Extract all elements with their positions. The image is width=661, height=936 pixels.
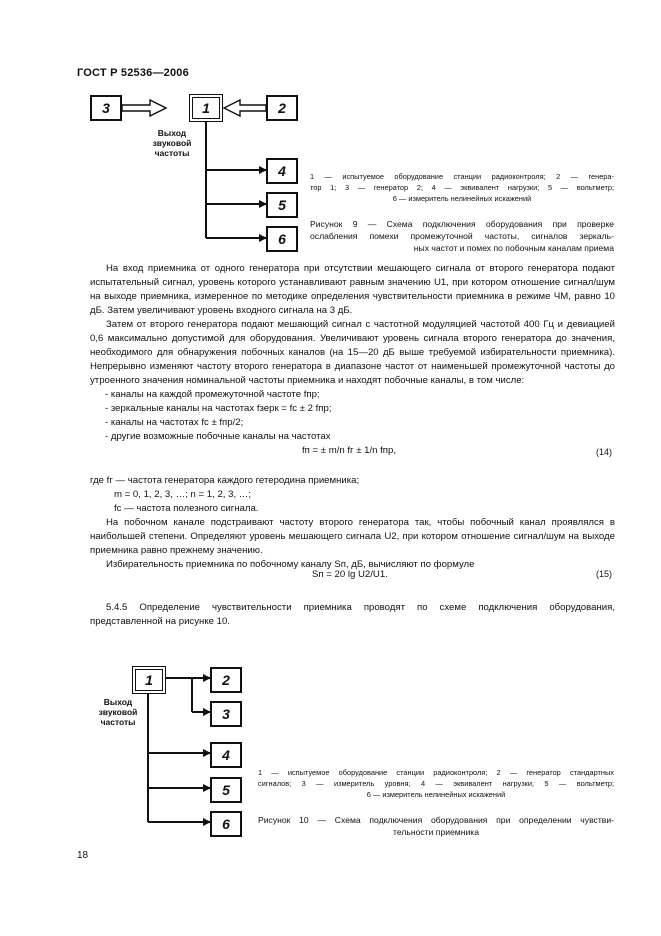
fig9-caption-line-2: ослабления помехи промежуточной частоты, сигналов зеркаль- [310,231,614,241]
fig9-box-5: 5 [266,192,298,218]
where-line-2: m = 0, 1, 2, 3, …; n = 1, 2, 3, …; [114,489,252,500]
list-item-1: - каналы на каждой промежуточной частоте fпр; [105,389,320,400]
fig9-box-4: 4 [266,158,298,184]
formula-15: Sп = 20 lg U2/U1. [312,569,388,580]
fig10-box-3: 3 [210,701,242,727]
list-item-3: - каналы на частотах fс ± fпр/2; [105,417,244,428]
equation-number-14: (14) [596,447,613,457]
fig9-box-1: 1 [189,94,223,122]
paragraph-2: Затем от второго генератора подают мешающий сигнал с частотной модуляцией частотой 400 Гц и девиацией 0,6 максимально допустимой для оборудования. Увеличивают уровень сигнала второго генератора до значения, необходимого для обнаружения побочных каналов (на 15—20 дБ выше требуемой избирательности приемника). Непрерывно изменяют частоту второго генератора в диапазоне частот от наименьшей промежуточной частоты до утроенного значения номинальной частоты приемника и находят побочные каналы, в том числе: [90,319,615,386]
fig9-output-label: Выход звуковой частоты [152,128,192,158]
fig10-caption-line-2: тельности приемника [393,827,479,837]
fig10-legend-line-1: 1 — испытуемое оборудование станции радиоконтроля; 2 — генератор стандартных [258,768,614,777]
fig10-box-4: 4 [210,742,242,768]
paragraph-5: 5.4.5 Определение чувствительности приемника проводят по схеме подключения оборудования, представленной на рисунке 10. [90,602,615,627]
document-header: ГОСТ Р 52536—2006 [77,67,189,79]
fig9-box-6: 6 [266,226,298,252]
where-line-3: fс — частота полезного сигнала. [114,503,259,514]
paragraph-3: На побочном канале подстраивают частоту второго генератора так, чтобы побочный канал проявлялся в наибольшей степени. Определяют уровень мешающего сигнала U2, при котором отношение сигнал/шум на выходе приемника равно прежнему значению. [90,517,615,556]
body-block-3 [90,601,615,629]
fig10-legend-line-3: 6 — измеритель нелинейных искажений [366,790,506,799]
body-block-1 [90,262,615,444]
fig10-box-1: 1 [132,666,166,694]
where-block [90,474,615,572]
fig9-caption-line-3: ных частот и помех по побочным каналам приема [413,243,614,253]
page-number: 18 [77,850,89,861]
fig9-caption-line-1: Рисунок 9 — Схема подключения оборудования при проверке [310,219,614,229]
fig9-box-3: 3 [90,95,122,121]
equation-number-15: (15) [596,569,613,579]
fig9-caption [310,218,614,254]
fig10-output-label: Выход звуковой частоты [98,697,138,727]
fig9-legend-line-2: тор 1; 3 — генератор 2; 4 — эквивалент нагрузки; 5 — вольтметр; [310,183,614,192]
fig10-legend-line-2: сигналов; 3 — измеритель уровня; 4 — эквивалент нагрузки; 5 — вольтметр; [258,779,614,788]
list-item-2: - зеркальные каналы на частотах fзерк = fс ± 2 fпр; [105,403,332,414]
fig9-legend-line-1: 1 — испытуемое оборудование станции радиоконтроля; 2 — генера- [310,172,614,181]
fig10-box-5: 5 [210,777,242,803]
fig9-box-2: 2 [266,95,298,121]
paragraph-4: Избирательность приемника по побочному каналу Sп, дБ, вычисляют по формуле [106,559,475,570]
list-item-4: - другие возможные побочные каналы на частотах [105,431,331,442]
where-line-1: где fг — частота генератора каждого гетеродина приемника; [90,475,360,486]
fig10-box-2: 2 [210,667,242,693]
fig10-caption-line-1: Рисунок 10 — Схема подключения оборудования при определении чувстви- [258,815,614,825]
formula-14: fп = ± m/n fг ± 1/n fпр, [302,445,397,456]
fig10-caption [258,814,614,838]
fig9-legend-line-3: 6 — измеритель нелинейных искажений [392,194,532,203]
fig10-box-6: 6 [210,811,242,837]
paragraph-1: На вход приемника от одного генератора при отсутствии мешающего сигнала от второго генератора подают испытательный сигнал, уровень которого устанавливают равным значению U1, при котором отношение сигнал/шум на выходе приемника, измеренное по методике определения чувствительности приемника в режиме ЧМ, равно 10 дБ. Затем увеличивают уровень входного сигнала на 3 дБ. [90,263,615,316]
